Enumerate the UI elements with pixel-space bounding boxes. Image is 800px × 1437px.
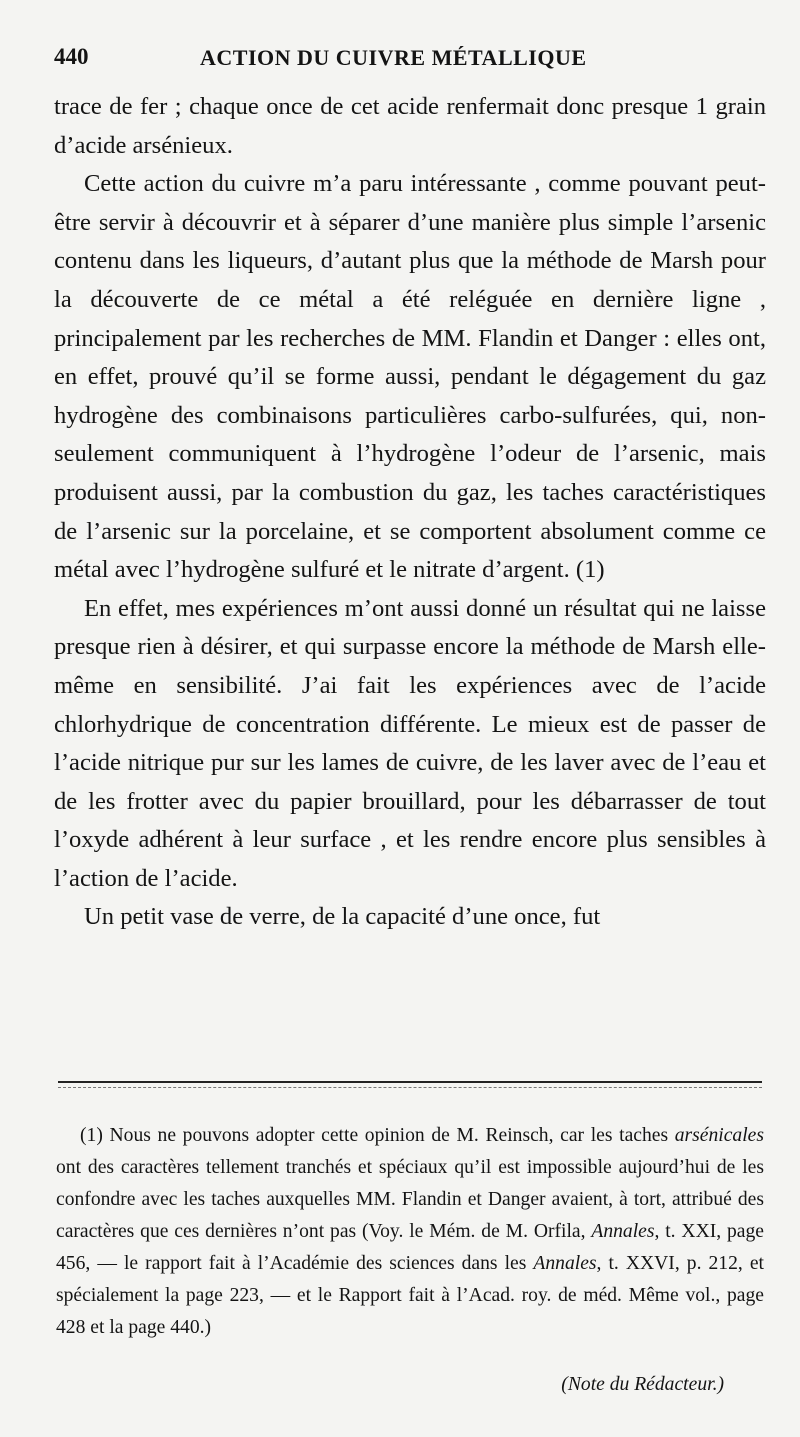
paragraph-cuivre-action: Cette action du cuivre m’a paru intéressante , comme pouvant peut-être servir à découvrir et à séparer d’une manière plus simple l’arsenic contenu dans les liqueurs, d’autant plus que la méthode de Marsh pour la découverte de ce métal a été reléguée en dernière ligne , principalement par les recherches de MM. Flandin et Danger : elles ont, en effet, prouvé qu’il se forme aussi, pendant le dégagement du gaz hydrogène des combinaisons particulières carbo-sulfurées, qui, non-seulement communiquent à l’hydrogène l’odeur de l’arsenic, mais produisent aussi, par la combustion du gaz, les taches caractéristiques de l’arsenic sur la porcelaine, et se comportent absolument comme ce métal avec l’hydrogène sulfuré et le nitrate d’argent. (1) [54,170,766,584]
running-title: ACTION DU CUIVRE MÉTALLIQUE [200,45,587,70]
page-number: 440 [54,44,89,69]
footnote-separator-dashed [58,1087,762,1088]
body-text [54,88,766,937]
paragraph-petit-vase: Un petit vase de verre, de la capacité d’une once, fut [84,903,601,931]
footnote-italic-annales-1: Annales [591,1221,655,1242]
footnote-text-part1: (1) Nous ne pouvons adopter cette opinion de M. Reinsch, car les taches [80,1125,675,1146]
footnote-text-part4: , t. XXVI, p. 212, et spécialement la page 223, — et le Rapport fait à l’Acad. roy. de méd. Même vol., page 428 et la page 440.) [56,1253,764,1338]
footnote-text-part2: ont des caractères tellement tranchés et spéciaux qu’il est impossible aujourd’hui de les confondre avec les taches auxquelles MM. Flandin et Danger avaient, à tort, attribué des caractères que ces dernières n’ont pas (Voy. le Mém. de M. Orfila, [56,1157,764,1242]
footnote-separator [58,1081,762,1083]
paragraph-experiences: En effet, mes expériences m’ont aussi donné un résultat qui ne laisse presque rien à désirer, et qui surpasse encore la méthode de Marsh elle-même en sensibilité. J’ai fait les expériences avec de l’acide chlorhydrique de concentration différente. Le mieux est de passer de l’acide nitrique pur sur les lames de cuivre, de les laver avec de l’eau et de les frotter avec du papier brouillard, pour les débarrasser de tout l’oxyde adhérent à leur surface , et les rendre encore plus sensibles à l’action de l’acide. [54,594,766,892]
paragraph-continuation: trace de fer ; chaque once de cet acide renfermait donc presque 1 grain d’acide arsénieux. [54,93,766,159]
footnote-italic-annales-2: Annales [533,1253,597,1274]
running-header [54,44,766,78]
footnote-text [56,1120,764,1344]
footnote-signature: (Note du Rédacteur.) [561,1374,724,1395]
footnote-text-part3: , t. XXI, page 456, — le rapport fait à l’Académie des sciences dans les [56,1221,764,1274]
footnote-italic-arsenicales: arsénicales [674,1125,764,1146]
footnote [56,1120,764,1344]
